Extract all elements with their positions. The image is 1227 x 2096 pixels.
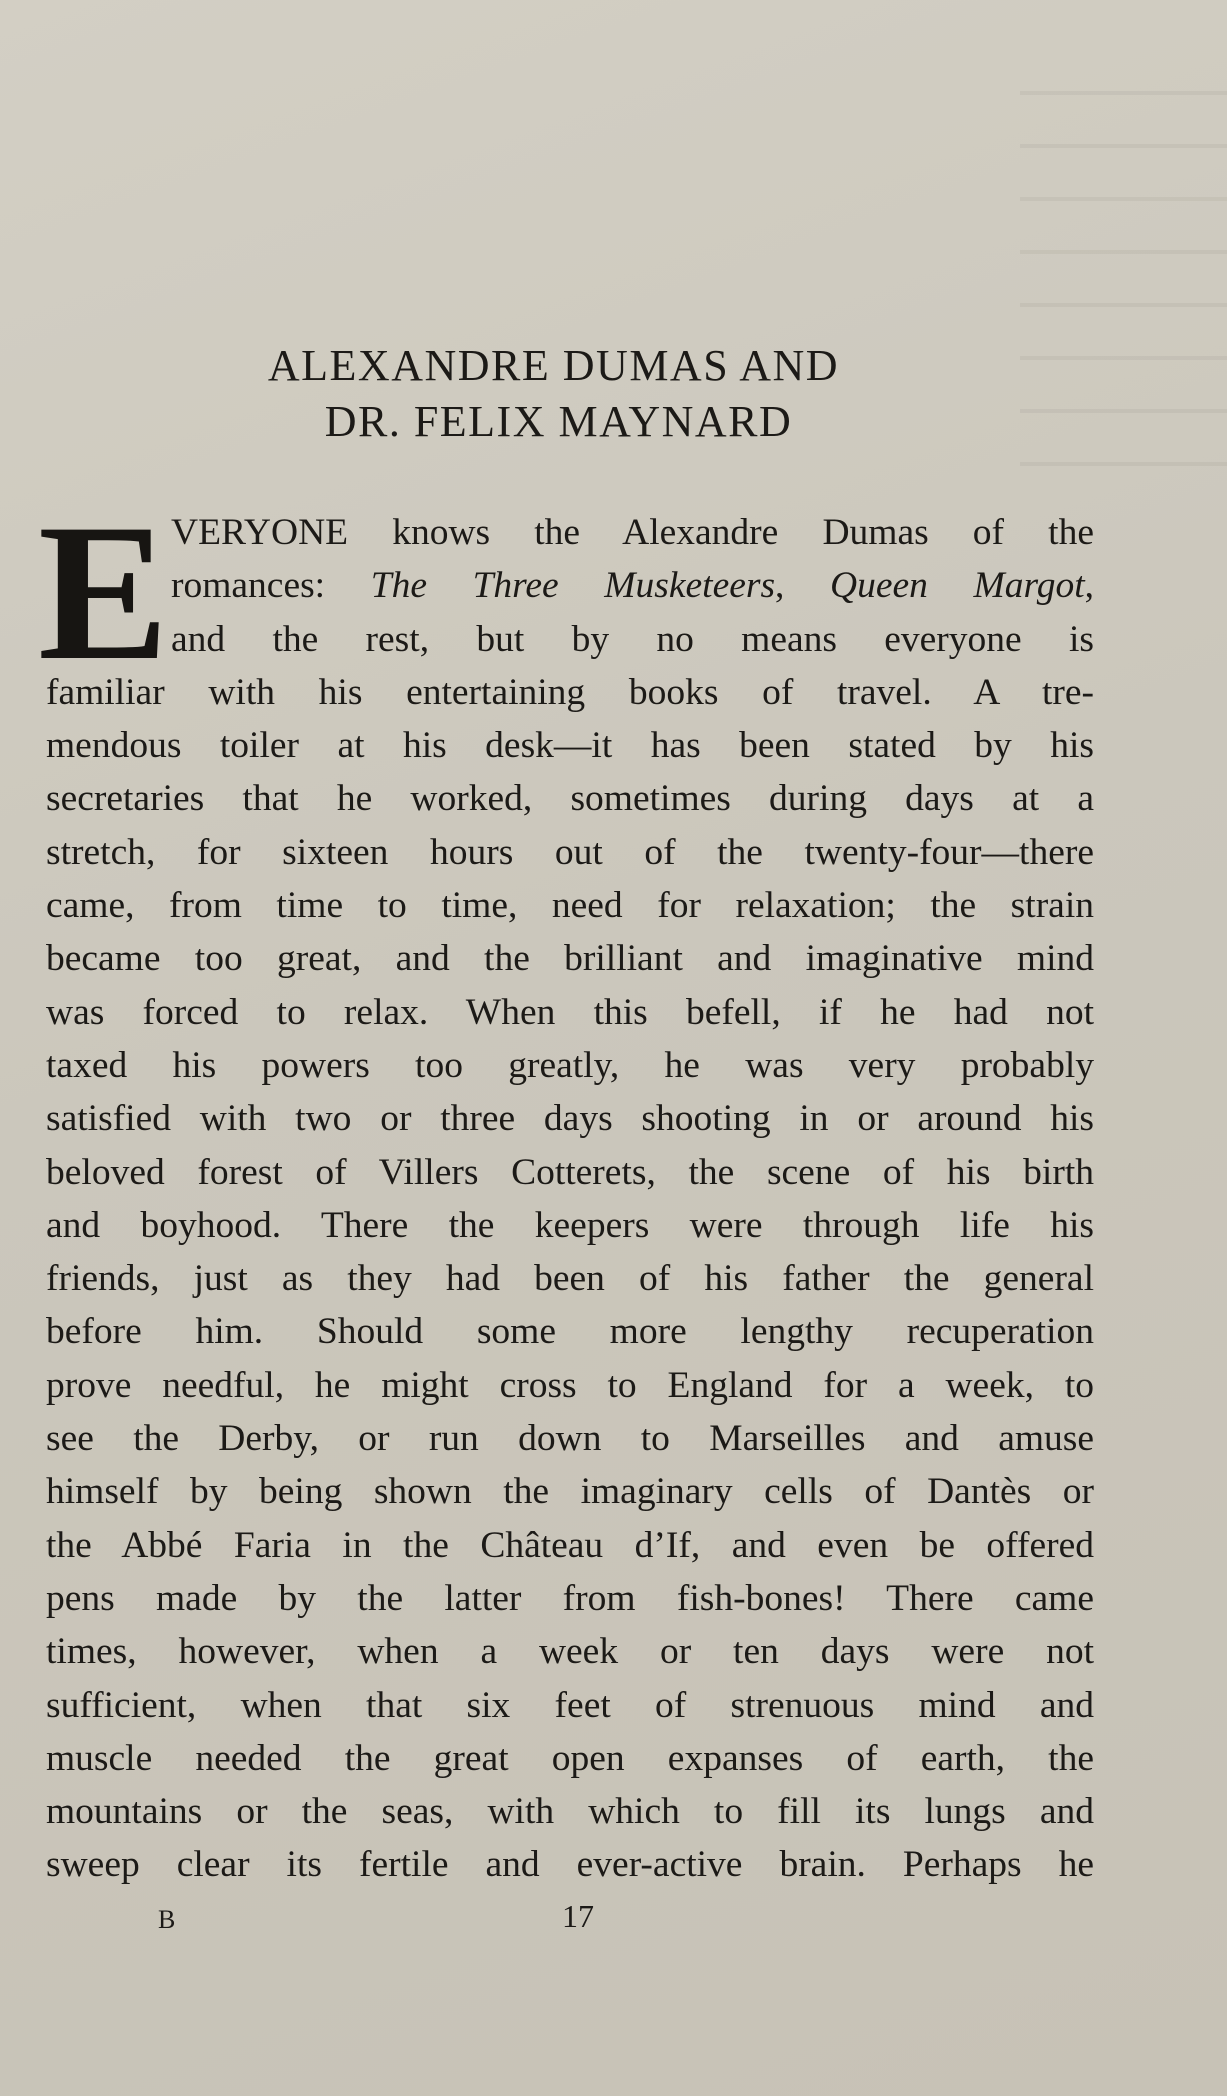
chapter-title-line-1: ALEXANDRE DUMAS AND (267, 341, 840, 390)
text-line: stretch, for sixteen hours out of the twenty-four—there (46, 831, 1094, 873)
text-line: taxed his powers too greatly, he was very probably (46, 1044, 1094, 1086)
chapter-title (0, 338, 1227, 450)
text-line: prove needful, he might cross to England for a week, to (46, 1364, 1094, 1406)
text-line: was forced to relax. When this befell, if he had not (46, 991, 1094, 1033)
book-title: Queen Margot (830, 565, 1085, 607)
text-line: see the Derby, or run down to Marseilles and amuse (46, 1418, 1094, 1460)
text-line: beloved forest of Villers Cotterets, the scene of his birth (46, 1151, 1094, 1193)
text-line: secretaries that he worked, sometimes during days at a (46, 778, 1094, 820)
text-line: became too great, and the brilliant and imaginative mind (46, 938, 1094, 980)
text-line: sweep clear its fertile and ever-active brain. Perhaps he (46, 1844, 1094, 1886)
text-line: friends, just as they had been of his father the general (46, 1258, 1094, 1300)
signature-mark: B (158, 1905, 176, 1934)
text-line: mendous toiler at his desk—it has been stated by his (46, 725, 1094, 767)
text-line: VERYONE knows the Alexandre Dumas of the (171, 512, 1094, 553)
text-line: and boyhood. There the keepers were through life his (46, 1204, 1094, 1246)
chapter-title-line-2: DR. FELIX MAYNARD (324, 397, 793, 446)
text-line: himself by being shown the imaginary cells of Dantès or (46, 1471, 1094, 1513)
body-text (46, 506, 1094, 1892)
text-fragment: romances: (171, 565, 371, 607)
text-line: mountains or the seas, with which to fill its lungs and (46, 1791, 1094, 1833)
text-line: satisfied with two or three days shooting in or around his (46, 1098, 1094, 1140)
text-line: the Abbé Faria in the Château d’If, and even be offered (46, 1524, 1094, 1566)
text-line: and the rest, but by no means everyone is (171, 618, 1094, 660)
text-fragment: , (1084, 565, 1094, 607)
book-title: The Three Musketeers (370, 565, 776, 607)
text-line: pens made by the latter from fish-bones! There came (46, 1577, 1094, 1619)
text-fragment: , (775, 565, 831, 607)
text-line: before him. Should some more lengthy recuperation (46, 1311, 1094, 1353)
drop-cap: E (38, 484, 169, 701)
text-line: sufficient, when that six feet of strenuous mind and (46, 1684, 1094, 1726)
text-line: came, from time to time, need for relaxation; the strain (46, 885, 1094, 927)
text-line: familiar with his entertaining books of travel. A tre- (46, 671, 1094, 713)
text-line: muscle needed the great open expanses of earth, the (46, 1737, 1094, 1779)
text-line: times, however, when a week or ten days were not (46, 1631, 1094, 1673)
text-line (46, 559, 1094, 612)
page-number: 17 (562, 1898, 594, 1934)
